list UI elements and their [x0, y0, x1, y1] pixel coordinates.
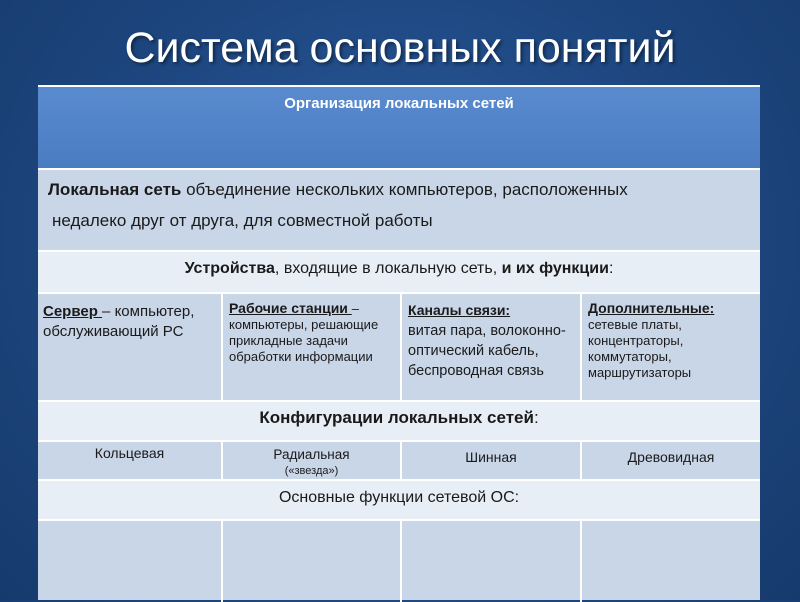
configurations-heading-colon: :	[533, 408, 539, 427]
device-additional-term: Дополнительные:	[588, 300, 715, 316]
device-server-dash: –	[102, 303, 111, 320]
device-workstations-text: компьютеры, решающие прикладные задачи обработки информации	[229, 317, 379, 364]
config-ring: Кольцевая	[94, 445, 165, 461]
devices-heading-part3: и их функции	[501, 260, 609, 277]
config-radial-label: Радиальная	[273, 447, 350, 462]
configurations-heading	[38, 400, 760, 440]
table-header: Организация локальных сетей	[38, 85, 760, 168]
definition-term: Локальная сеть	[48, 180, 182, 199]
configurations-row	[38, 440, 760, 479]
concepts-table	[38, 85, 760, 600]
os-function-cell	[580, 521, 760, 602]
device-workstations-dash: –	[351, 301, 360, 316]
os-functions-heading: Основные функции сетевой ОС:	[38, 479, 760, 519]
devices-heading-part2: , входящие в локальную сеть,	[274, 260, 502, 277]
device-additional-cell	[580, 294, 760, 402]
device-channels-term: Каналы связи:	[408, 302, 511, 318]
os-function-cell	[221, 521, 400, 602]
config-tree: Древовидная	[580, 442, 760, 481]
config-radial-sub: («звезда»)	[284, 465, 339, 477]
device-additional-text: сетевые платы, концентраторы, коммутаторы, маршрутизаторы	[588, 317, 692, 380]
devices-heading	[38, 250, 760, 292]
devices-heading-part4: :	[608, 260, 614, 277]
devices-row	[38, 292, 760, 400]
device-server-text: компьютер, обслуживающий РС	[43, 303, 195, 340]
os-function-cell	[400, 521, 580, 602]
device-workstations-cell	[221, 294, 400, 402]
device-server-cell	[38, 294, 221, 402]
os-function-cell	[38, 521, 221, 602]
definition-text-line1: объединение нескольких компьютеров, расположенных	[181, 180, 628, 199]
device-workstations-term: Рабочие станции	[229, 300, 352, 316]
config-bus: Шинная	[400, 442, 580, 481]
device-channels-cell	[400, 294, 580, 402]
definition-row	[38, 168, 760, 250]
devices-heading-part1: Устройства	[184, 260, 275, 277]
config-radial	[221, 442, 400, 481]
os-functions-row	[38, 519, 760, 600]
configurations-heading-text: Конфигурации локальных сетей	[259, 408, 534, 427]
definition-text-line2: недалеко друг от друга, для совместной работы	[52, 211, 433, 230]
device-channels-text: витая пара, волоконно-оптический кабель, беспроводная связь	[408, 323, 566, 379]
device-server-term: Сервер	[43, 303, 103, 320]
slide-title: Система основных понятий	[124, 24, 676, 72]
